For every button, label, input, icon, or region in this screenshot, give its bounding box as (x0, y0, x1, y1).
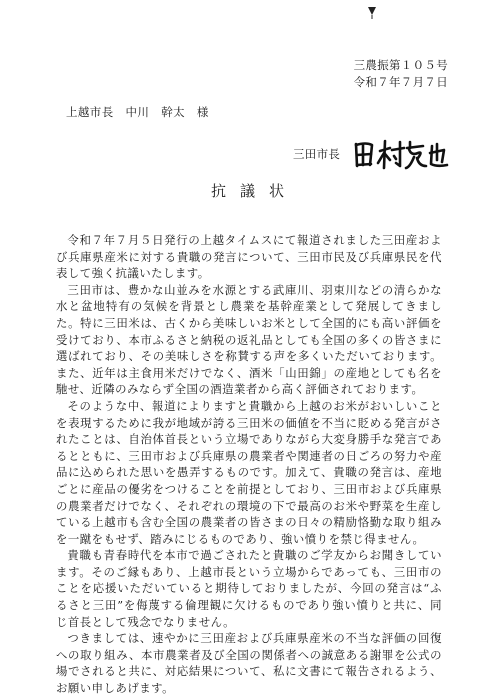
handwritten-signature (352, 136, 450, 172)
letter-body (56, 232, 442, 697)
paragraph: そのような中、報道によりますと貴職から上越のお米がおいしいことを表現するために我が地域が誇る三田米の価値を不当に貶める発言がされたことは、自治体首長という立場でありながら大変身勝手な発言であるとともに、三田市および兵庫県の農業者や関連者の日ごろの努力や産品に込められた思いを愚弄するものです。加えて、貴職の発言は、産地ごとに産品の優劣をつけることを前提としており、三田市および兵庫県の農業者だけでなく、それぞれの環境の下で最高のお米や野菜を生産している上越市も含む全国の農業者の皆さまの日々の精励恪勤な取り組みを一蹴をもせず、踏みにじるものであり、強い憤りを禁じ得ません。 (56, 398, 442, 546)
paragraph: 三田市は、豊かな山並みを水源とする武庫川、羽束川などの清らかな水と盆地特有の気候を背景とし農業を基幹産業として発展してきました。特に三田米は、古くから美味しいお米として全国的にも高い評価を受けており、本市ふるさと納税の返礼品としても全国の多くの皆さまに選ばれており、その美味しさを称賛する声を多くいただいております。また、近年は主食用米だけでなく、酒米「山田錦」の産地としても名を馳せ、近隣のみならず全国の酒造業者から高く評価されております。 (56, 282, 442, 397)
sender-title: 三田市長 (293, 147, 341, 161)
document-date: 令和７年７月７日 (353, 75, 448, 89)
paragraph: 令和７年７月５日発行の上越タイムスにて報道されました三田産および兵庫県産米に対する貴職の発言について、三田市民及び兵庫県民を代表して強く抗議いたします。 (56, 233, 442, 281)
addressee: 上越市長 中川 幹太 様 (66, 105, 209, 119)
paragraph: 貴職も青春時代を本市で過ごされたと貴職のご学友からお聞きしています。そのご縁もあり、上越市長という立場からであっても、三田市のことを応援いただいていると期待しておりましたが、今回の発言は“ふるさと三田”を侮蔑する倫理観に欠けるものであり強い憤りと共に、同じ首長として残念でなりません。 (56, 548, 442, 629)
document-header (354, 57, 448, 91)
document-number: 三農振第１０５号 (353, 58, 448, 72)
document-title: 抗議状 (210, 182, 298, 200)
sender-block (293, 136, 450, 172)
pin-mark-icon (367, 6, 377, 20)
paragraph: つきましては、速やかに三田産および兵庫県産米の不当な評価の回復への取り組み、本市農業者及び全国の関係者への誠意ある謝罪を公式の場でされると共に、対応結果について、私に文書にて報告されるよう、お願い申しあげます。 (56, 631, 442, 696)
